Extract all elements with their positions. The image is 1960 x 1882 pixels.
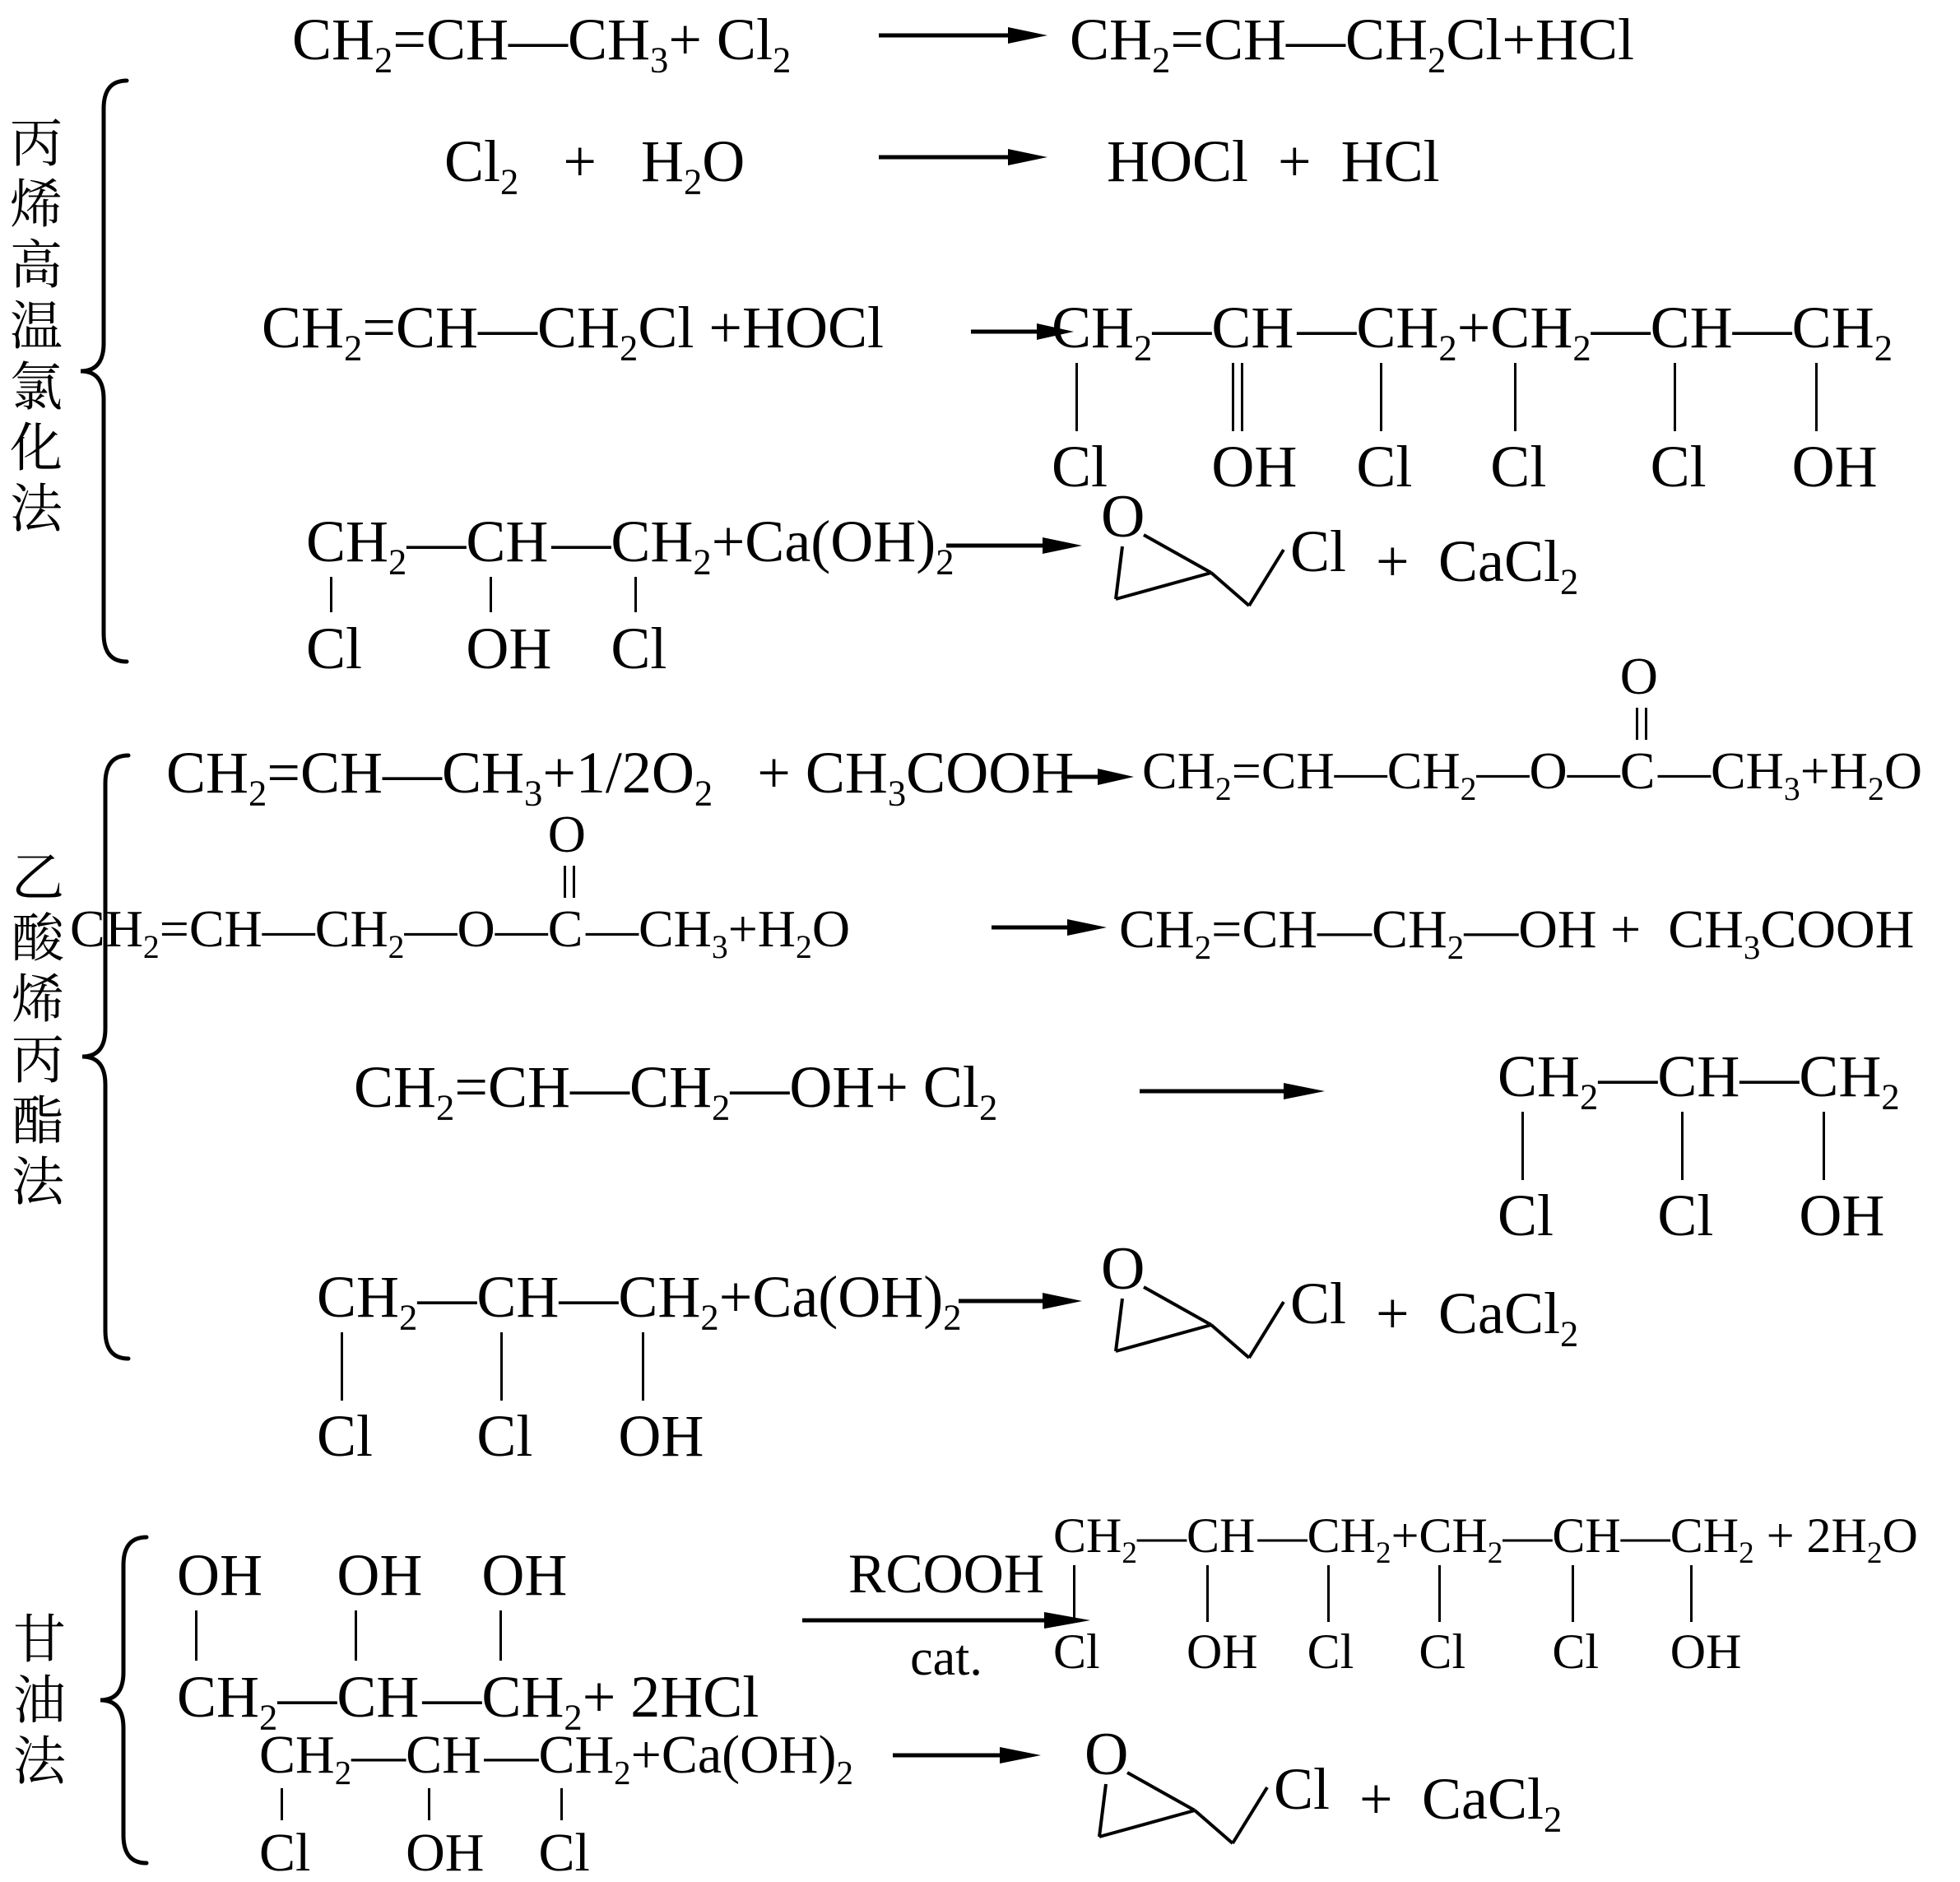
chain-group [1186,1508,1258,1679]
subscript: 2 [1868,770,1884,807]
epoxide-structure [1094,1228,1285,1380]
epoxide-structure [1094,476,1285,628]
subscript: 2 [1874,327,1893,369]
subscript: 2 [1572,327,1591,369]
subscript: 2 [436,1086,455,1128]
chain-join: — [406,509,467,574]
chain-atom: $CH_2$ [259,1725,352,1792]
reaction-arrow [893,1745,1041,1766]
bond-line [330,577,332,612]
subscript: 2 [388,928,405,965]
chain-atom: $CH_2$ [481,1663,583,1737]
bond-line [1232,363,1243,431]
subscript: 3 [1743,929,1761,967]
chain-join: — [1620,1508,1670,1563]
epoxide-oxygen: O [1101,483,1145,551]
chain-atom: $CH_2$ [1053,1508,1137,1570]
bond-line [1636,708,1647,739]
product-structure [1498,1043,1900,1249]
bond-line [1815,363,1818,431]
subscript: 2 [564,1695,583,1737]
reaction-arrow [1140,1080,1325,1102]
chain-atom: $CH_2$ [611,509,712,583]
reaction-arrow [992,917,1107,938]
bond-line [1572,1565,1574,1622]
chain-group [466,509,552,681]
chain-group [611,509,712,681]
bond-line [1521,1112,1524,1180]
chain-join: + 2HCl [582,1663,759,1730]
method-label-glycerol: 甘油法 [6,1611,64,1794]
product-formula: CaCl$_2$ [1438,528,1579,602]
substituent: OH [1799,1183,1885,1249]
substituent: Cl [1053,1624,1100,1679]
chain-join: $+Ca(OH)_2$ [718,1264,962,1338]
chlorine-label: Cl [1290,1271,1347,1336]
chain-group [476,1264,560,1470]
chain-join: — [422,1663,482,1730]
chain-atom: $CH_2$ [1791,295,1893,369]
chain-join: — [1503,1508,1553,1563]
subscript: 2 [772,39,792,81]
chain-atom: $CH_2$ [177,1663,278,1737]
substituent: Cl [1052,434,1108,500]
chain-atom: $CH_2$ [1799,1043,1900,1118]
chain-group [1670,1508,1754,1679]
product-formula: $CH_2=CH—CH_2—OH$ + $CH_3COOH$ [1119,899,1915,967]
substituent: Cl [1657,1183,1714,1249]
method-label-chlorination: 丙烯高温氯化法 [2,115,61,541]
method-label-allyl-acetate: 乙酸烯丙酯法 [4,849,63,1215]
chain-join: — [1732,295,1792,360]
chain-atom: $CH_2$ [306,509,407,583]
subscript: 2 [1739,1536,1754,1570]
subscript: 2 [388,541,407,583]
subscript: 2 [1134,327,1153,369]
substituent: Cl [476,1403,533,1470]
reactant-formula: $CH_2=CH—CH_2Cl$ +HOCl [262,295,884,369]
substituent: O [1619,647,1658,705]
subscript: 2 [620,327,639,369]
substituent: O [547,805,586,863]
chain-atom: CH [406,1725,481,1785]
chain-join: — [1136,1508,1187,1563]
chlorine-label: Cl [1290,518,1347,584]
chain-group [1052,295,1153,500]
chain-join: $—CH_3+H_2O$ [1657,741,1923,807]
chain-atom: $CH_2$ [538,1725,631,1792]
chain-join: — [1739,1043,1800,1109]
subscript: 2 [1194,929,1212,967]
subscript: 2 [614,1754,631,1792]
reactant-formula: $CH_2=CH—CH_3+ Cl_2$ [292,7,792,81]
bond-line [341,1332,343,1401]
substituent: Cl [317,1403,374,1470]
product-formula: CaCl$_2$ [1438,1280,1579,1355]
chain-join: — [1152,295,1212,360]
chain-atom: $CH_2$ [1356,295,1457,369]
chain-join: — [559,1264,619,1330]
chain-join: — [1598,1043,1658,1109]
chain-group [1799,1043,1900,1249]
chain-atom: CH [1650,295,1733,360]
chain-atom: CH [337,1663,420,1730]
substituent: Cl [306,615,363,681]
reactant-structure [306,509,954,681]
subscript: 2 [1152,39,1171,81]
subscript: 2 [1560,1313,1579,1355]
chain-join: — [1297,295,1357,360]
chain-join: $—CH_3+H_2O$ [585,899,851,965]
substituent: Cl [1490,434,1547,500]
subscript: 2 [1881,1076,1900,1118]
chain-group [481,1542,583,1737]
arrow-top-label: RCOOH [848,1542,1045,1605]
chain-group [1307,1508,1391,1679]
subscript: 2 [683,160,703,202]
chain-atom: CH [1186,1508,1256,1563]
chain-atom: $CH_2$ [1498,1043,1599,1118]
section-brace-icon [72,76,138,667]
chain-join: — [551,509,611,574]
subscript: 2 [1122,1536,1137,1570]
bond-line [428,1788,430,1821]
subscript: 2 [1560,560,1579,602]
chain-group [1211,295,1298,500]
chain-atom: $CH_2$ [1490,295,1591,369]
chain-atom: CH [466,509,549,574]
subscript: 2 [1447,929,1465,967]
subscript: 2 [248,772,267,814]
bond-line [1380,363,1382,431]
chain-group [1791,295,1893,500]
chain-group [1419,1508,1503,1679]
bond-line [1073,1565,1075,1622]
chain-join: — [277,1663,337,1730]
chain-atom: $CH_2$ [1670,1508,1754,1570]
subscript: 2 [1487,1536,1503,1570]
reactant-formula: $Cl_2 + H_2O$ [444,128,745,202]
subscript: 2 [334,1754,352,1792]
subscript: 2 [700,1296,719,1338]
subscript: 2 [374,39,393,81]
subscript: 2 [1428,39,1447,81]
section-brace-icon [92,1532,158,1868]
chain-group [177,1542,278,1737]
substituent: OH [1211,434,1298,500]
chain-group [1552,1508,1621,1679]
bond-line [1438,1565,1441,1622]
chain-join: + [1391,1508,1419,1563]
chain-group [1650,295,1733,500]
substituent: OH [1186,1624,1258,1679]
subscript: 2 [1460,770,1477,807]
chain-group [306,509,407,681]
substituent: Cl [1650,434,1707,500]
chain-group [406,1725,485,1882]
bond-line [281,1788,283,1821]
product-formula: HOCl + HCl [1107,128,1440,194]
chain-group [1356,295,1457,500]
chain-join: + [1456,295,1491,360]
substituent: OH [406,1822,485,1882]
chain-join: $CH_2=CH—CH_2—O—$ [70,899,548,965]
reaction-arrow [1061,766,1134,788]
product-formula: CaCl$_2$ [1422,1766,1563,1840]
chain-atom: C [1619,741,1656,801]
substituent: OH [1670,1624,1742,1679]
epoxide-structure [1078,1713,1269,1866]
reaction-arrow [879,25,1047,46]
product-formula: $CH_2=CH—CH_2Cl+HCl$ [1070,7,1634,81]
subscript: 2 [836,1754,853,1792]
substituent: Cl [259,1822,311,1882]
chain-join: $+Ca(OH)_2$ [711,509,954,583]
bond-line [500,1332,503,1401]
reaction-arrow [879,146,1047,168]
bond-line [1681,1112,1684,1180]
subscript: 2 [1866,1536,1883,1570]
bond-line [499,1610,502,1661]
plus-sign: + [1376,1280,1410,1346]
subscript: 3 [711,928,728,965]
subscript: 2 [500,160,519,202]
chain-join: — [417,1264,477,1330]
substituent: OH [177,1542,262,1608]
substituent: Cl [1356,434,1413,500]
substituent: Cl [1498,1183,1554,1249]
chain-group [547,805,586,959]
chain-join: — [1257,1508,1307,1563]
chain-join: $+Ca(OH)_2$ [630,1725,853,1792]
bond-line [564,866,575,897]
arrow-bottom-label: cat. [910,1630,982,1686]
chain-group [259,1725,352,1882]
chain-group [1053,1508,1137,1679]
chain-join: $CH_2=CH—CH_2—O—$ [1142,741,1620,807]
chain-atom: $CH_2$ [618,1264,719,1338]
chain-group [1619,647,1658,801]
bond-line [1206,1565,1209,1622]
chain-atom: $CH_2$ [1419,1508,1503,1570]
chain-group [317,1264,418,1470]
subscript: 2 [1580,1076,1599,1118]
bond-line [1327,1565,1330,1622]
chain-atom: C [547,899,583,959]
subscript: 3 [1783,770,1800,807]
epoxide-oxygen: O [1101,1235,1145,1303]
chain-group [1657,1043,1740,1249]
reactant-structure [317,1264,962,1470]
subscript: 2 [1215,770,1232,807]
chain-atom: $CH_2$ [1052,295,1153,369]
subscript: 2 [399,1296,418,1338]
subscript: 2 [259,1695,278,1737]
chain-join: — [351,1725,406,1785]
bond-line [490,577,492,612]
substituent: OH [337,1542,423,1608]
chain-atom: CH [1552,1508,1621,1563]
subscript: 2 [936,541,954,583]
subscript: 2 [978,1086,998,1128]
subscript: 2 [1438,327,1457,369]
bond-line [1690,1565,1693,1622]
chain-join: + $2H_2O$ [1753,1508,1918,1570]
bond-line [195,1610,197,1661]
product-structure [1052,295,1893,500]
reactant-formula: $CH_2=CH—CH_3+1/2O_2$ + $CH_3COOH$ [166,740,1075,814]
chain-atom: CH [1211,295,1294,360]
reactant-formula: $CH_2=CH—CH_2—OH+ Cl_2$ [354,1054,998,1128]
substituent: OH [466,615,552,681]
reaction-arrow [959,1290,1082,1312]
subscript: 2 [694,772,713,814]
subscript: 3 [650,39,669,81]
bond-line [1514,363,1516,431]
subscript: 2 [142,928,160,965]
substituent: OH [1791,434,1878,500]
reactant-structure [177,1542,759,1737]
chain-atom: $CH_2$ [317,1264,418,1338]
substituent: OH [481,1542,568,1608]
chain-group [538,1725,631,1882]
subscript: 2 [943,1296,962,1338]
bond-line [1075,363,1078,431]
chain-group [1490,295,1591,500]
plus-sign: + [1376,528,1410,594]
chain-atom: CH [476,1264,560,1330]
chain-join: — [484,1725,539,1785]
chain-group [337,1542,423,1730]
bond-line [642,1332,644,1401]
substituent: OH [618,1403,704,1470]
chlorine-label: Cl [1274,1756,1331,1822]
reactant-structure [259,1725,853,1882]
subscript: 2 [693,541,712,583]
subscript: 2 [712,1086,731,1128]
bond-line [560,1788,563,1821]
chain-atom: CH [1657,1043,1740,1109]
chain-join: — [1591,295,1651,360]
substituent: Cl [1552,1624,1600,1679]
chain-group [618,1264,719,1470]
subscript: 3 [524,772,543,814]
subscript: 3 [887,772,907,814]
subscript: 2 [344,327,363,369]
subscript: 2 [1544,1798,1563,1840]
chain-atom: $CH_2$ [1307,1508,1391,1570]
subscript: 2 [1375,1536,1391,1570]
bond-line [634,577,637,612]
bond-line [1674,363,1676,431]
substituent: Cl [1307,1624,1354,1679]
reactant-structure [70,805,851,965]
bond-line [1823,1112,1825,1180]
reaction-arrow [946,535,1082,556]
substituent: Cl [1419,1624,1466,1679]
subscript: 2 [796,928,812,965]
substituent: Cl [611,615,667,681]
product-structure [1142,647,1923,807]
bond-line [355,1610,357,1661]
product-structure [1053,1508,1918,1679]
reaction-arrow [802,1610,1090,1631]
chain-group [1498,1043,1599,1249]
epoxide-oxygen: O [1085,1721,1129,1788]
substituent: Cl [538,1822,590,1882]
plus-sign: + [1359,1766,1393,1832]
